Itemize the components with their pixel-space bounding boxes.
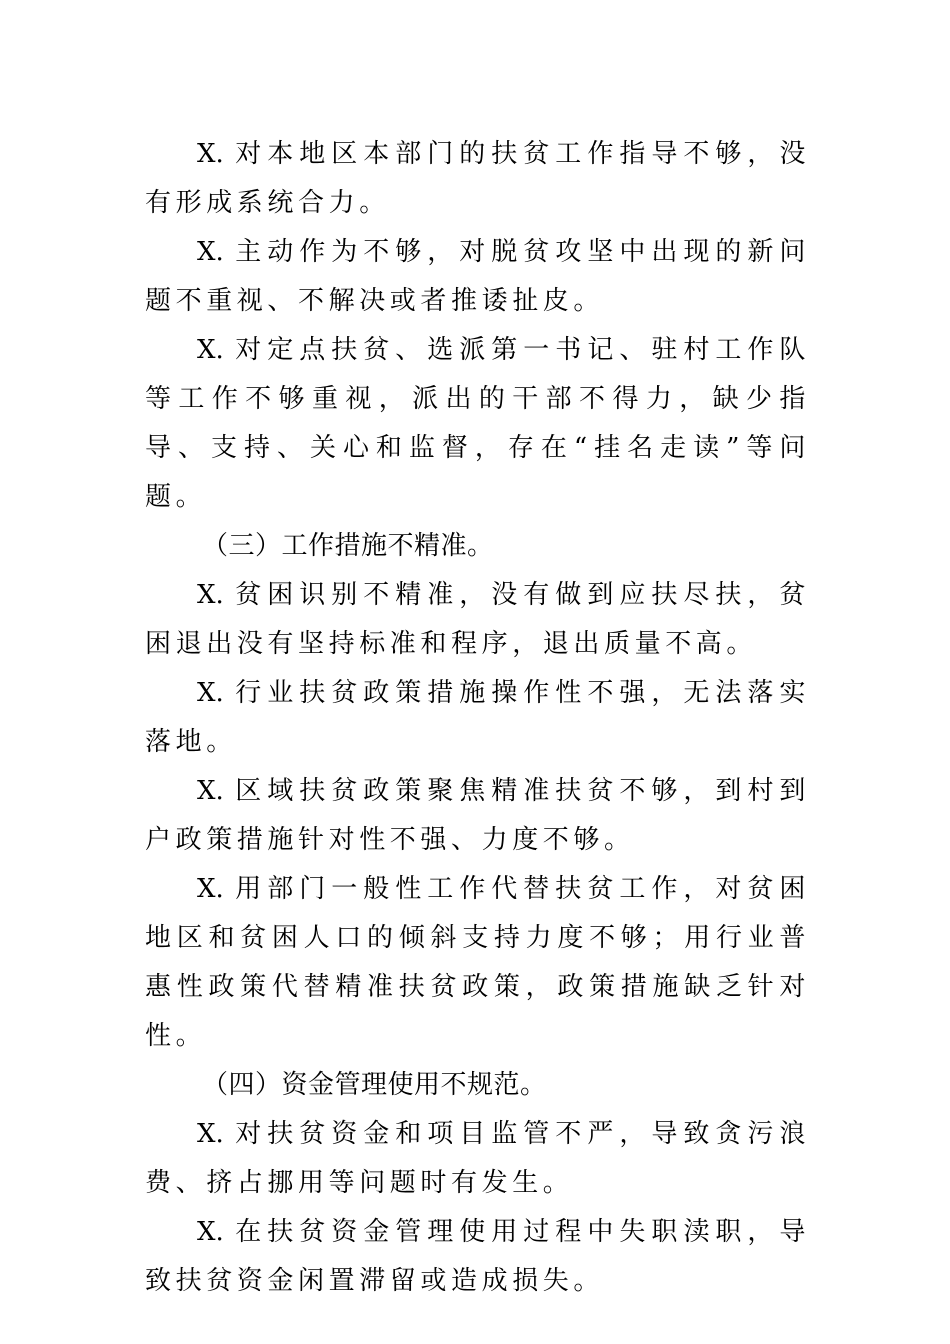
paragraph-text: 贫困识别不精准，没有做到应扶尽扶，贫困退出没有坚持标准和程序，退出质量不高。 — [145, 580, 810, 659]
paragraph — [145, 1110, 810, 1208]
paragraph-text: 区域扶贫政策聚焦精准扶贫不够，到村到户政策措施针对性不强、力度不够。 — [145, 776, 810, 855]
item-marker: X. — [197, 580, 224, 610]
paragraph-text: 对本地区本部门的扶贫工作指导不够，没有形成系统合力。 — [145, 139, 810, 218]
paragraph — [145, 767, 810, 865]
document-body — [145, 130, 810, 1306]
item-marker: X. — [197, 139, 224, 169]
section-heading — [145, 1061, 810, 1110]
item-marker: X. — [197, 776, 224, 806]
item-marker: X. — [197, 237, 224, 267]
paragraph-text: 主动作为不够，对脱贫攻坚中出现的新问题不重视、不解决或者推诿扯皮。 — [145, 237, 810, 316]
paragraph — [145, 1208, 810, 1306]
item-marker: X. — [197, 1217, 224, 1247]
item-marker: X. — [197, 874, 224, 904]
paragraph — [145, 865, 810, 1061]
paragraph-text: 行业扶贫政策措施操作性不强，无法落实落地。 — [145, 678, 810, 757]
section-heading-text: （三）工作措施不精准。 — [202, 531, 494, 561]
paragraph-text: 用部门一般性工作代替扶贫工作，对贫困地区和贫困人口的倾斜支持力度不够；用行业普惠性政策代替精准扶贫政策，政策措施缺乏针对性。 — [145, 874, 810, 1051]
item-marker: X. — [197, 335, 224, 365]
paragraph — [145, 228, 810, 326]
paragraph — [145, 326, 810, 522]
paragraph-text: 对扶贫资金和项目监管不严，导致贪污浪费、挤占挪用等问题时有发生。 — [145, 1119, 810, 1198]
paragraph — [145, 571, 810, 669]
paragraph — [145, 669, 810, 767]
section-heading-text: （四）资金管理使用不规范。 — [202, 1070, 547, 1100]
paragraph — [145, 130, 810, 228]
item-marker: X. — [197, 1119, 224, 1149]
paragraph-text: 对定点扶贫、选派第一书记、驻村工作队等工作不够重视，派出的干部不得力，缺少指导、支持、关心和监督，存在“挂名走读”等问题。 — [145, 335, 810, 512]
item-marker: X. — [197, 678, 224, 708]
section-heading — [145, 522, 810, 571]
paragraph-text: 在扶贫资金管理使用过程中失职渎职，导致扶贫资金闲置滞留或造成损失。 — [145, 1217, 810, 1296]
